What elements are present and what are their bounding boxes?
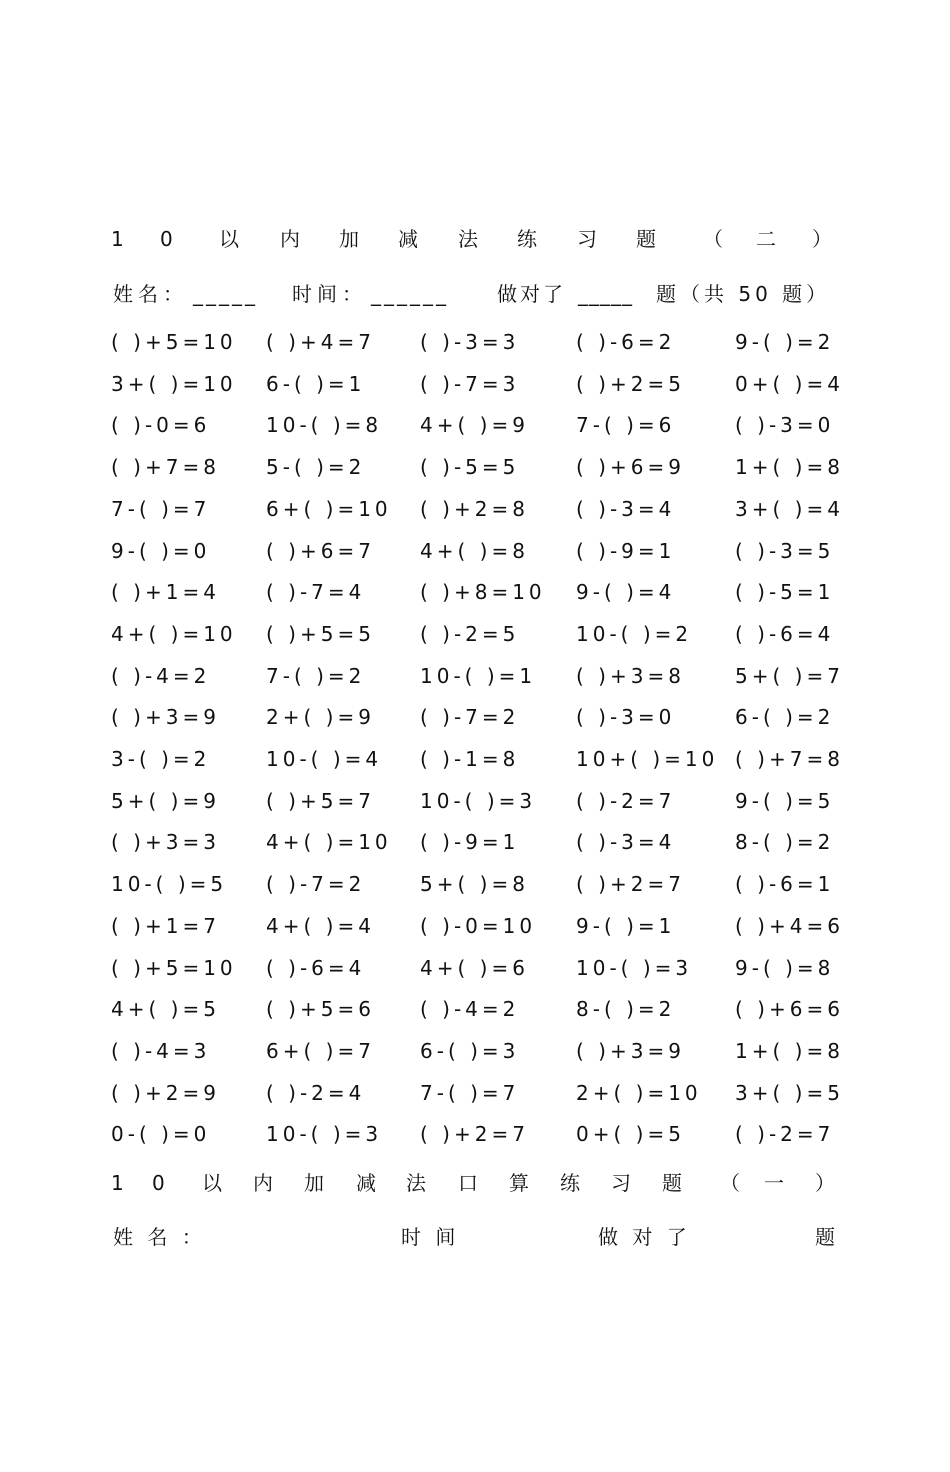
- title-char: ）: [812, 227, 832, 251]
- problem-item: 6-( )=1: [266, 372, 366, 396]
- problem-row: [0, 953, 950, 983]
- title-char: 法: [458, 227, 478, 251]
- problem-item: ( )+8=10: [420, 580, 546, 604]
- problem-item: ( )-6=2: [576, 330, 676, 354]
- problem-item: 5-( )=2: [266, 455, 366, 479]
- problem-item: 4+( )=4: [266, 914, 375, 938]
- problem-item: 10-( )=3: [576, 956, 693, 980]
- problem-row: [0, 577, 950, 607]
- problem-row: [0, 410, 950, 440]
- problem-item: 5+( )=9: [111, 789, 220, 813]
- problem-item: 10-( )=8: [266, 413, 383, 437]
- problem-item: ( )-7=3: [420, 372, 520, 396]
- problem-row: [0, 911, 950, 941]
- problem-item: 10-( )=1: [420, 664, 537, 688]
- worksheet-title-1: [0, 1168, 950, 1198]
- problem-row: [0, 661, 950, 691]
- title-char: 加: [304, 1171, 324, 1195]
- problem-item: 4+( )=8: [420, 539, 529, 563]
- problem-item: ( )-7=2: [266, 872, 366, 896]
- problem-item: 7-( )=2: [266, 664, 366, 688]
- problem-item: 8-( )=2: [735, 830, 835, 854]
- title-char: 内: [253, 1171, 273, 1195]
- problem-item: ( )-2=7: [735, 1122, 835, 1146]
- problem-item: ( )+4=6: [735, 914, 844, 938]
- name-label: 姓 名 ：: [113, 1225, 206, 1249]
- problem-item: 6-( )=2: [735, 705, 835, 729]
- problem-row: [0, 994, 950, 1024]
- problem-row: [0, 327, 950, 357]
- problem-item: ( )+6=9: [576, 455, 685, 479]
- title-char: 减: [398, 227, 418, 251]
- problem-item: ( )-3=0: [735, 413, 835, 437]
- title-char: 口: [458, 1171, 478, 1195]
- problem-row: [0, 702, 950, 732]
- problem-item: ( )+1=7: [111, 914, 220, 938]
- problem-item: 9-( )=1: [576, 914, 676, 938]
- title-char: 题: [636, 227, 656, 251]
- title-char: 算: [509, 1171, 529, 1195]
- problem-item: ( )+2=5: [576, 372, 685, 396]
- title-char: 内: [280, 227, 300, 251]
- problem-item: ( )-6=4: [735, 622, 835, 646]
- problem-row: [0, 1078, 950, 1108]
- problem-item: 10-( )=3: [266, 1122, 383, 1146]
- name-label: 姓名：: [113, 282, 188, 306]
- problem-item: 0-( )=0: [111, 1122, 211, 1146]
- problem-item: ( )-3=4: [576, 497, 676, 521]
- problem-item: 3+( )=10: [111, 372, 237, 396]
- problem-item: ( )+1=4: [111, 580, 220, 604]
- problem-item: 1+( )=8: [735, 1039, 844, 1063]
- student-info-line-2: [0, 279, 950, 309]
- title-char: （: [703, 227, 723, 251]
- problem-item: 4+( )=6: [420, 956, 529, 980]
- time-label: 时间：: [292, 282, 367, 306]
- problem-row: [0, 452, 950, 482]
- title-char: 习: [611, 1171, 631, 1195]
- title-char: 减: [356, 1171, 376, 1195]
- title-char: 以: [219, 227, 239, 251]
- problem-item: 9-( )=0: [111, 539, 211, 563]
- problem-item: 5+( )=7: [735, 664, 844, 688]
- problem-item: ( )-4=2: [111, 664, 211, 688]
- problem-item: ( )+3=9: [111, 705, 220, 729]
- problem-item: ( )+7=8: [735, 747, 844, 771]
- title-char: 0: [160, 227, 173, 251]
- problem-item: ( )-9=1: [576, 539, 676, 563]
- title-char: 题: [662, 1171, 682, 1195]
- problem-item: 6+( )=7: [266, 1039, 375, 1063]
- problem-item: ( )-6=1: [735, 872, 835, 896]
- time-label: 时 间: [401, 1225, 460, 1249]
- problem-item: ( )+6=6: [735, 997, 844, 1021]
- title-char: 法: [406, 1171, 426, 1195]
- problem-item: 2+( )=9: [266, 705, 375, 729]
- problem-item: 3-( )=2: [111, 747, 211, 771]
- problem-item: ( )-4=3: [111, 1039, 211, 1063]
- problem-item: ( )+6=7: [266, 539, 375, 563]
- problem-item: ( )-3=4: [576, 830, 676, 854]
- problem-item: ( )-1=8: [420, 747, 520, 771]
- problem-row: [0, 869, 950, 899]
- problem-item: ( )+4=7: [266, 330, 375, 354]
- title-char: 练: [560, 1171, 580, 1195]
- problem-item: ( )-6=4: [266, 956, 366, 980]
- problem-item: 10-( )=3: [420, 789, 537, 813]
- problem-item: ( )-5=5: [420, 455, 520, 479]
- problem-item: 7-( )=7: [111, 497, 211, 521]
- problem-item: ( )+7=8: [111, 455, 220, 479]
- problem-item: ( )-0=10: [420, 914, 537, 938]
- problem-item: 10-( )=5: [111, 872, 228, 896]
- total-count-label: 题（共 50 题）: [656, 282, 831, 306]
- problem-item: 1+( )=8: [735, 455, 844, 479]
- problem-item: ( )-9=1: [420, 830, 520, 854]
- problem-item: ( )+2=7: [576, 872, 685, 896]
- problem-item: ( )-5=1: [735, 580, 835, 604]
- problem-item: ( )-3=0: [576, 705, 676, 729]
- problem-item: 10+( )=10: [576, 747, 719, 771]
- problem-item: ( )+5=10: [111, 330, 237, 354]
- problem-item: 6-( )=3: [420, 1039, 520, 1063]
- problem-item: ( )+3=3: [111, 830, 220, 854]
- problem-item: 4+( )=5: [111, 997, 220, 1021]
- problem-item: 7-( )=6: [576, 413, 676, 437]
- problem-item: 4+( )=10: [111, 622, 237, 646]
- title-char: ）: [815, 1171, 835, 1195]
- problem-item: ( )-2=7: [576, 789, 676, 813]
- problem-item: 0+( )=5: [576, 1122, 685, 1146]
- title-char: 二: [756, 227, 776, 251]
- title-char: 练: [517, 227, 537, 251]
- problem-row: [0, 494, 950, 524]
- problem-item: 3+( )=4: [735, 497, 844, 521]
- problem-item: 9-( )=2: [735, 330, 835, 354]
- problem-item: 4+( )=10: [266, 830, 392, 854]
- title-char: 以: [202, 1171, 222, 1195]
- problem-item: 2+( )=10: [576, 1081, 702, 1105]
- problem-item: ( )-2=4: [266, 1081, 366, 1105]
- title-char: 加: [339, 227, 359, 251]
- problem-item: 5+( )=8: [420, 872, 529, 896]
- title-char: 0: [152, 1171, 165, 1195]
- problem-item: ( )-0=6: [111, 413, 211, 437]
- problem-row: [0, 619, 950, 649]
- problem-item: 10-( )=2: [576, 622, 693, 646]
- title-char: 一: [764, 1171, 784, 1195]
- problem-row: [0, 1036, 950, 1066]
- problem-item: ( )-7=2: [420, 705, 520, 729]
- problem-item: ( )+2=7: [420, 1122, 529, 1146]
- problem-item: 9-( )=4: [576, 580, 676, 604]
- problem-item: ( )+5=5: [266, 622, 375, 646]
- problem-item: 9-( )=8: [735, 956, 835, 980]
- correct-label: 做对了: [497, 282, 566, 306]
- problem-row: [0, 369, 950, 399]
- problem-item: ( )+5=10: [111, 956, 237, 980]
- problem-item: 0+( )=4: [735, 372, 844, 396]
- problem-item: ( )+2=8: [420, 497, 529, 521]
- problem-item: ( )-4=2: [420, 997, 520, 1021]
- time-blank: ______: [371, 282, 449, 306]
- problem-item: ( )+3=9: [576, 1039, 685, 1063]
- name-blank: _____: [193, 282, 258, 306]
- correct-blank: _____: [578, 282, 633, 306]
- problem-item: ( )-7=4: [266, 580, 366, 604]
- worksheet-title-2: [0, 224, 950, 254]
- problem-item: ( )-2=5: [420, 622, 520, 646]
- problem-item: ( )-3=5: [735, 539, 835, 563]
- title-char: 1: [111, 227, 124, 251]
- student-info-line-1: [0, 1222, 950, 1252]
- problem-item: 6+( )=10: [266, 497, 392, 521]
- correct-label: 做 对 了: [598, 1225, 691, 1249]
- problem-row: [0, 786, 950, 816]
- problem-item: 7-( )=7: [420, 1081, 520, 1105]
- title-char: 习: [577, 227, 597, 251]
- problem-item: ( )+5=7: [266, 789, 375, 813]
- title-char: 1: [111, 1171, 124, 1195]
- problem-item: 9-( )=5: [735, 789, 835, 813]
- problem-row: [0, 744, 950, 774]
- problem-item: 4+( )=9: [420, 413, 529, 437]
- problem-item: 3+( )=5: [735, 1081, 844, 1105]
- problem-row: [0, 536, 950, 566]
- problem-item: ( )-3=3: [420, 330, 520, 354]
- problem-item: ( )+2=9: [111, 1081, 220, 1105]
- problem-row: [0, 1119, 950, 1149]
- question-label: 题: [815, 1225, 835, 1249]
- problem-item: 8-( )=2: [576, 997, 676, 1021]
- problem-item: ( )+3=8: [576, 664, 685, 688]
- title-char: （: [720, 1171, 740, 1195]
- problem-row: [0, 827, 950, 857]
- problem-item: 10-( )=4: [266, 747, 383, 771]
- problem-item: ( )+5=6: [266, 997, 375, 1021]
